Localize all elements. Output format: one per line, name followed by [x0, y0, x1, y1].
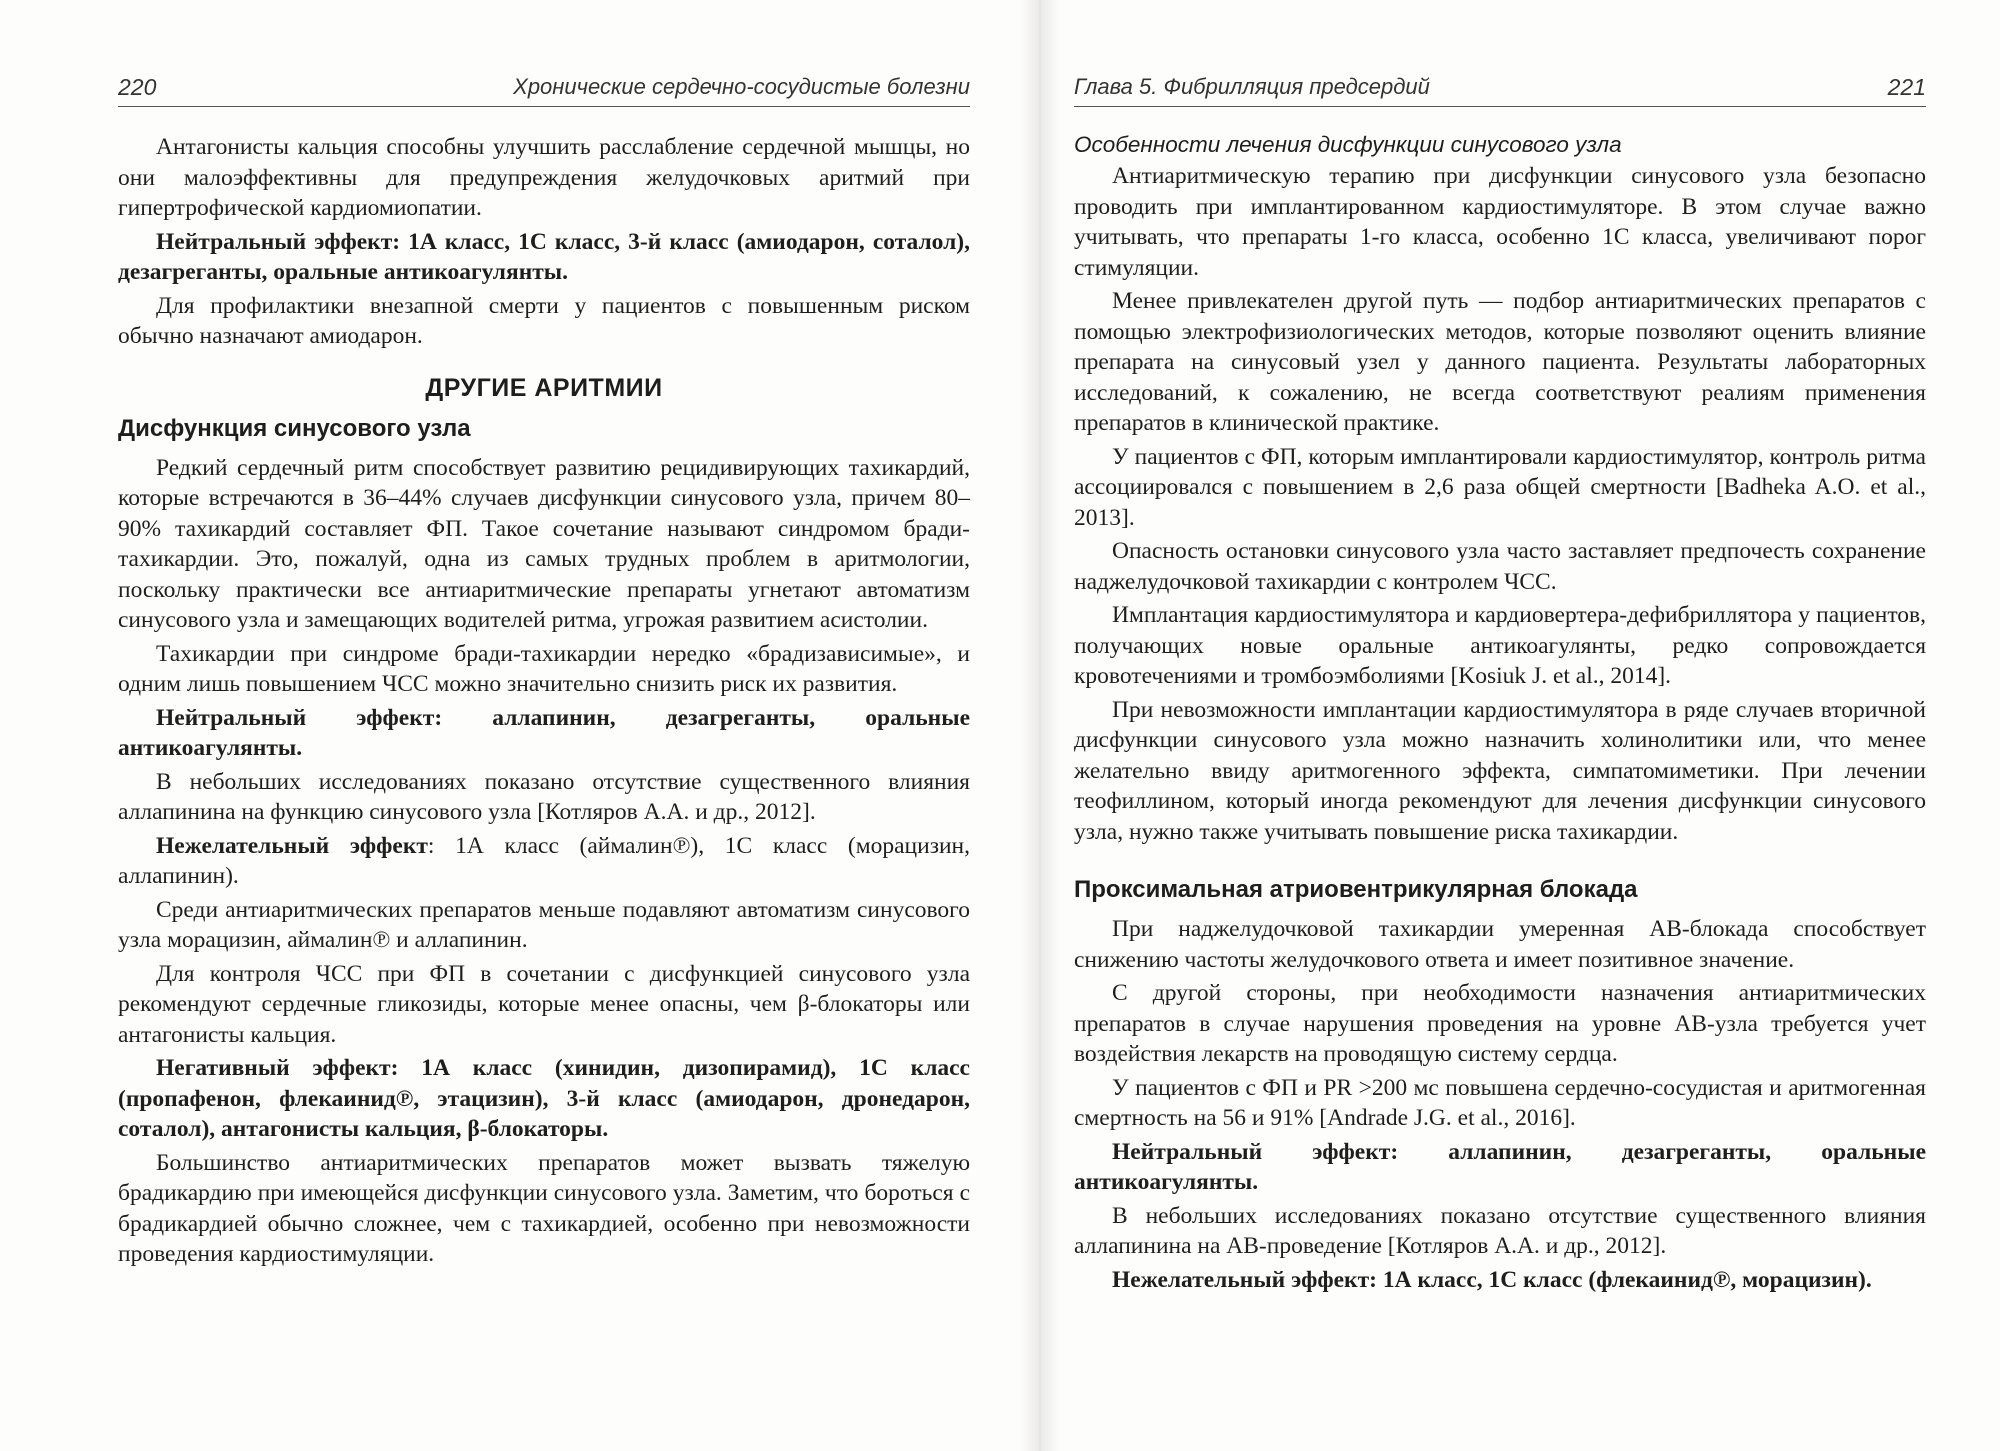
paragraph: При невозможности имплантации кардиостимулятора в ряде случаев вторичной дисфункции синусового узла можно назначить холинолитики или, что менее желательно ввиду аритмогенного эффекта, симпатомиметики. При лечении теофиллином, который иногда рекомендуют для лечения дисфункции синусового узла, нужно также учитывать повышение риска тахикардии. [1074, 696, 1926, 845]
left-running-title: Хронические сердечно-сосудистые болезни [513, 74, 970, 99]
paragraph: Большинство антиаритмических препаратов может вызвать тяжелую брадикардию при имеющейся дисфункции синусового узла. Заметим, что бороться с брадикардией обычно сложнее, чем с тахикардией, особенно при невозможности проведения кардиостимуляции. [118, 1149, 970, 1267]
paragraph: У пациентов с ФП и PR >200 мс повышена сердечно-сосудистая и аритмогенная смертность на 56 и 91% [Andrade J.G. et al., 2016]. [1074, 1074, 1926, 1131]
right-page [1074, 0, 1926, 1451]
paragraph: Имплантация кардиостимулятора и кардиовертера-дефибриллятора у пациентов, получающих новые оральные антикоагулянты, редко сопровождается кровотечениями и тромбоэмболиями [Kosiuk J. et al., 2014]. [1074, 602, 1926, 689]
bold-paragraph: Нежелательный эффект: 1А класс, 1С класс (флекаинид℗, морацизин). [1112, 1266, 1872, 1293]
paragraph: Среди антиаритмических препаратов меньше подавляют автоматизм синусового узла морацизин, аймалин℗ и аллапинин. [118, 896, 970, 953]
paragraph: Менее привлекателен другой путь — подбор антиаритмических препаратов с помощью электрофизиологических методов, которые позволяют оценить влияние препарата на синусовый узел у данного пациента. Результаты лабораторных исследований, к сожалению, не всегда соответствуют реалиям применения препаратов в клинической практике. [1074, 288, 1926, 436]
paragraph: Антиаритмическую терапию при дисфункции синусового узла безопасно проводить при имплантированном кардиостимуляторе. В этом случае важно учитывать, что препараты 1-го класса, особенно 1С класса, увеличивают порог стимуляции. [1074, 163, 1926, 281]
subsection-heading: Дисфункция синусового узла [118, 414, 471, 442]
effect-text: : 1А класс (аймалин℗), 1С класс (морацизин, аллапинин). [118, 832, 970, 889]
right-running-title: Глава 5. Фибрилляция предсердий [1074, 74, 1430, 99]
paragraph: Антагонисты кальция способны улучшить расслабление сердечной мышцы, но они малоэффективны для предупреждения желудочковых аритмий при гипертрофической кардиомиопатии. [118, 134, 970, 221]
right-page-header [1074, 66, 1926, 107]
right-page-body [1074, 132, 1926, 1298]
right-page-number: 221 [1887, 74, 1926, 100]
left-page-number: 220 [118, 74, 157, 100]
paragraph: Для профилактики внезапной смерти у пациентов с повышенным риском обычно назначают амиодарон. [118, 292, 970, 349]
paragraph: С другой стороны, при необходимости назначения антиаритмических препаратов в случае нарушения проведения на уровне АВ-узла требуется учет воздействия лекарств на проводящую систему сердца. [1074, 980, 1926, 1067]
paragraph: У пациентов с ФП, которым имплантировали кардиостимулятор, контроль ритма ассоциировался с повышением в 2,6 раза общей смертности [Badheka A.O. et al., 2013]. [1074, 443, 1926, 531]
section-title: ДРУГИЕ АРИТМИИ [425, 373, 663, 402]
paragraph: Тахикардии при синдроме бради-тахикардии нередко «брадизависимые», и одним лишь повышением ЧСС можно значительно снизить риск их развития. [118, 640, 970, 697]
paragraph: Опасность остановки синусового узла часто заставляет предпочесть сохранение наджелудочковой тахикардии с контролем ЧСС. [1074, 538, 1926, 595]
effect-label: Нежелательный эффект [156, 832, 428, 859]
bold-paragraph: Нейтральный эффект: аллапинин, дезагреганты, оральные антикоагулянты. [1074, 1138, 1926, 1195]
paragraph: При наджелудочковой тахикардии умеренная АВ-блокада способствует снижению частоты желудочкового ответа и имеет позитивное значение. [1074, 916, 1926, 973]
paragraph: Редкий сердечный ритм способствует развитию рецидивирующих тахикардий, которые встречаются в 36–44% случаев дисфункции синусового узла, причем 80–90% тахикардий составляет ФП. Такое сочетание называют синдромом бради-тахикардии. Это, пожалуй, одна из самых трудных проблем в аритмологии, поскольку практически все антиаритмические препараты угнетают автоматизм синусового узла и замещающих водителей ритма, угрожая развитием асистолии. [118, 454, 970, 633]
paragraph: Для контроля ЧСС при ФП в сочетании с дисфункцией синусового узла рекомендуют сердечные гликозиды, которые менее опасны, чем β-блокаторы или антагонисты кальция. [118, 960, 970, 1048]
spacer [1074, 850, 1926, 868]
italic-subheading: Особенности лечения дисфункции синусового узла [1074, 132, 1622, 157]
paragraph: В небольших исследованиях показано отсутствие существенного влияния аллапинина на АВ-проведение [Котляров А.А. и др., 2012]. [1074, 1202, 1926, 1259]
left-page-header [118, 66, 970, 107]
subsection-heading: Проксимальная атриовентрикулярная блокада [1074, 876, 1638, 903]
left-page [118, 0, 970, 1451]
paragraph [118, 831, 970, 892]
bold-paragraph: Негативный эффект: 1А класс (хинидин, дизопирамид), 1С класс (пропафенон, флекаинид℗, этацизин), 3-й класс (амиодарон, дронедарон, соталол), антагонисты кальция, β-блокаторы. [118, 1055, 970, 1142]
book-gutter [1020, 0, 1060, 1451]
bold-paragraph: Нейтральный эффект: аллапинин, дезагреганты, оральные антикоагулянты. [118, 704, 970, 761]
paragraph: В небольших исследованиях показано отсутствие существенного влияния аллапинина на функцию синусового узла [Котляров А.А. и др., 2012]. [118, 768, 970, 825]
left-page-body [118, 132, 970, 1273]
bold-paragraph: Нейтральный эффект: 1А класс, 1С класс, 3-й класс (амиодарон, соталол), дезагреганты, оральные антикоагулянты. [118, 228, 970, 285]
